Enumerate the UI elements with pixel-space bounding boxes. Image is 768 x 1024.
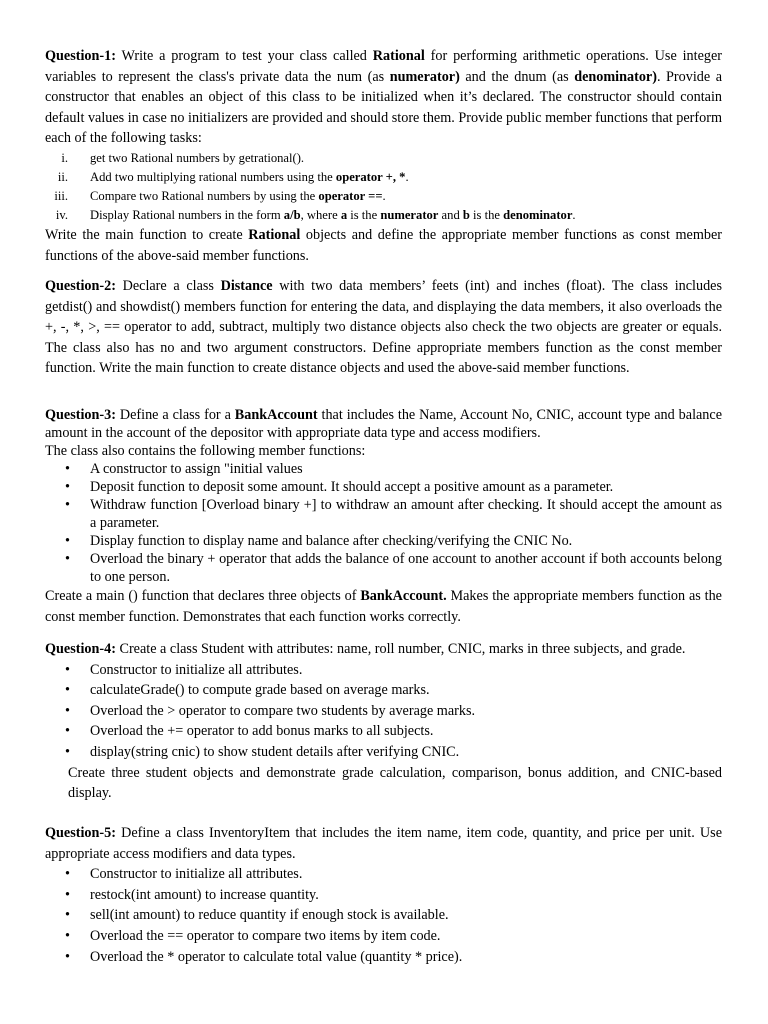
q3-label: Question-3: (45, 407, 116, 423)
list-item: • display(string cnic) to show student details after verifying CNIC. (45, 742, 722, 763)
q4-intro: Question-4: Create a class Student with attributes: name, roll number, CNIC, marks in three subjects, and grade. (45, 641, 686, 657)
q2-label: Question-2: (45, 278, 116, 294)
list-item: ii. Add two multiplying rational numbers using the operator +, *. (57, 169, 409, 184)
list-item: • Overload the == operator to compare two items by item code. (45, 926, 722, 947)
q1-intro: Question-1: Write a program to test your class called Rational for performing arithmetic operations. Use integer variables to represent the class's private data the num (as numerator) and the dnum (as denominator). Provide a constructor that enables an object of this class to be initialized when it’s declared. The constructor should contain default values in case no initializers are provided and should store them. Provide public member functions that perform each of the following tasks: (45, 48, 723, 147)
bullet-icon: • (65, 743, 70, 760)
q2-text: Question-2: Declare a class Distance with two data members’ feets (int) and inches (float). The class includes getdist() and showdist() members function for entering the data, and displaying the data members, it also overloads the +, -, *, >, == operator to add, subtract, multiply two distance objects also check the two objects are greater or equals. The class also has no and two argument constructors. Define appropriate members function as the const member function. Write the main function to create distance objects and used the above-said member functions. (45, 278, 722, 377)
q3-closing: Create a main () function that declares three objects of BankAccount. Makes the appropriate members function as the const member function. Demonstrates that each function works correctly. (45, 588, 722, 625)
list-item: iv. Display Rational numbers in the form a/b, where a is the numerator and b is the denominator. (55, 207, 576, 222)
q3-member-intro: The class also contains the following member functions: (45, 443, 366, 459)
list-item: iii. Compare two Rational numbers by using the operator ==. (54, 188, 386, 203)
q4-label: Question-4: (45, 641, 116, 657)
list-item: • Constructor to initialize all attributes. (45, 660, 722, 681)
question-5 (45, 823, 722, 967)
list-item: • Overload the * operator to calculate total value (quantity * price). (45, 947, 722, 968)
bullet-icon: • (65, 497, 70, 513)
list-item: i. get two Rational numbers by getrational(). (61, 150, 305, 165)
list-item: • A constructor to assign "initial values (65, 461, 303, 477)
list-item: • calculateGrade() to compute grade based on average marks. (45, 680, 722, 701)
list-item: • Deposit function to deposit some amount. It should accept a positive amount as a parameter. (65, 479, 614, 495)
list-item: • Display function to display name and balance after checking/verifying the CNIC No. (65, 533, 573, 549)
bullet-icon: • (65, 479, 70, 495)
bullet-icon: • (65, 461, 70, 477)
question-2 (45, 276, 722, 379)
q5-intro: Question-5: Define a class InventoryItem that includes the item name, item code, quantity, and price per unit. Use appropriate access modifiers and data types. (45, 825, 722, 862)
bullet-icon: • (65, 927, 70, 944)
q1-label: Question-1: (45, 48, 116, 64)
question-1 (45, 46, 722, 266)
bullet-icon: • (65, 886, 70, 903)
bullet-icon: • (65, 723, 70, 740)
list-item: • Overload the binary + operator that adds the balance of one account to another account if both accounts belong to one person. (65, 551, 722, 585)
list-item: • Overload the += operator to add bonus marks to all subjects. (45, 721, 722, 742)
bullet-icon: • (65, 533, 70, 549)
bullet-icon: • (65, 907, 70, 924)
question-4 (45, 639, 722, 804)
list-item: • Withdraw function [Overload binary +] to withdraw an amount after checking. It should accept the amount as a parameter. (65, 497, 722, 531)
q3-intro: Question-3: Define a class for a BankAccount that includes the Name, Account No, CNIC, account type and balance amount in the account of the depositor with appropriate data type and access modifiers. (45, 407, 722, 441)
q3-bullet-list (45, 460, 722, 586)
bullet-icon: • (65, 948, 70, 965)
bullet-icon: • (65, 661, 70, 678)
q1-closing: Write the main function to create Rational objects and define the appropriate member functions as const member functions of the above-said member functions. (45, 226, 722, 264)
question-3 (45, 406, 722, 627)
q4-closing: Create three student objects and demonstrate grade calculation, comparison, bonus addition, and CNIC-based display. (68, 764, 722, 802)
list-item: • Constructor to initialize all attributes. (45, 864, 722, 885)
bullet-icon: • (65, 866, 70, 883)
list-item: • restock(int amount) to increase quantity. (45, 885, 722, 906)
q1-task-list (45, 149, 722, 225)
list-item: • Overload the > operator to compare two students by average marks. (45, 701, 722, 722)
bullet-icon: • (65, 551, 70, 567)
q5-bullet-list (45, 864, 722, 967)
bullet-icon: • (65, 702, 70, 719)
q5-label: Question-5: (45, 825, 116, 841)
list-item: • sell(int amount) to reduce quantity if enough stock is available. (45, 905, 722, 926)
bullet-icon: • (65, 682, 70, 699)
q4-bullet-list (45, 660, 722, 763)
